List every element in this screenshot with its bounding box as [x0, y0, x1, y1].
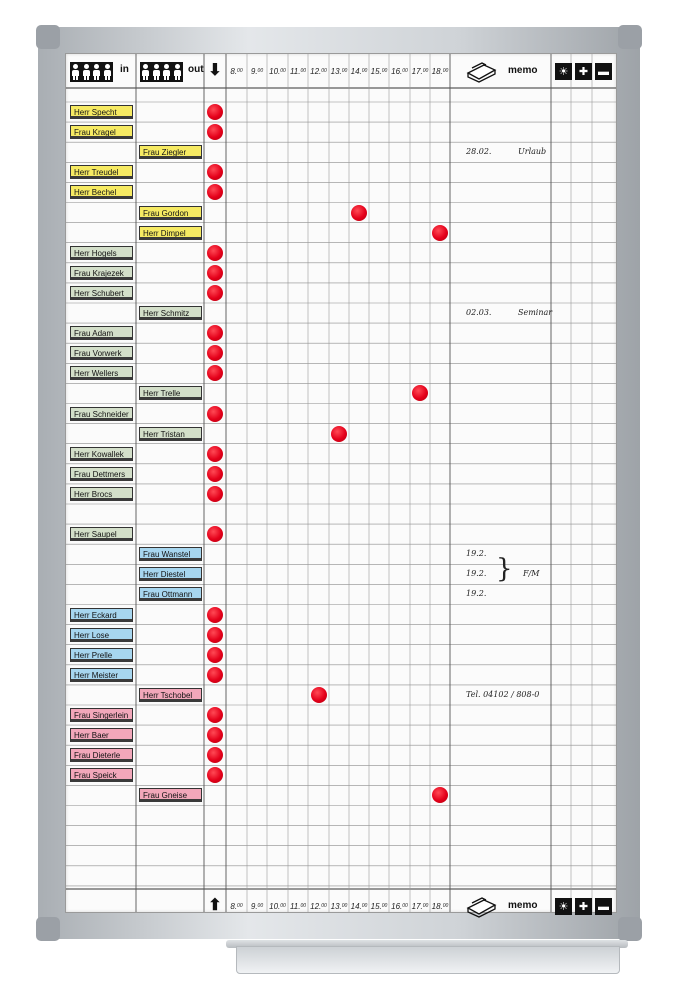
staff-tag[interactable]: Herr Diestel: [139, 567, 202, 581]
board-header: [66, 54, 616, 88]
staff-tag[interactable]: Herr Tristan: [139, 427, 202, 441]
staff-tag[interactable]: Frau Wanstel: [139, 547, 202, 561]
frame-corner: [618, 25, 642, 49]
magnet-dot[interactable]: [207, 285, 223, 301]
staff-tag[interactable]: Herr Specht: [70, 105, 133, 119]
bed-icon: ▬: [595, 63, 612, 80]
brace-mark: }: [496, 554, 513, 585]
date-column-header: [247, 889, 267, 923]
staff-tag[interactable]: Frau Ziegler: [139, 145, 202, 159]
in-label: in: [120, 64, 129, 75]
memo-note: Tel. 04102 / 808-0: [466, 689, 540, 699]
magnet-dot[interactable]: [207, 707, 223, 723]
staff-tag[interactable]: Frau Singerlein: [70, 708, 133, 722]
magnet-dot[interactable]: [331, 426, 347, 442]
staff-tag[interactable]: Herr Wellers: [70, 366, 133, 380]
magnet-dot[interactable]: [311, 687, 327, 703]
date-label: 13.: [330, 66, 342, 76]
date-hour-label: 00: [280, 68, 286, 74]
staff-tag[interactable]: Frau Gordon: [139, 206, 202, 220]
staff-tag[interactable]: Frau Schneider: [70, 407, 133, 421]
memo-note: 28.02.: [466, 147, 492, 157]
memo-note: 19.2.: [466, 549, 487, 559]
date-hour-label: 00: [361, 903, 368, 909]
staff-tag[interactable]: Herr Dimpel: [139, 226, 202, 240]
staff-tag[interactable]: Frau Adam: [70, 326, 133, 340]
date-column-header: [247, 54, 267, 88]
magnet-dot[interactable]: [207, 245, 223, 261]
date-hour-label: 00: [237, 903, 243, 909]
date-hour-label: 00: [321, 903, 327, 909]
date-label: 8.: [230, 901, 238, 911]
date-label: 8.: [230, 66, 238, 76]
date-hour-label: 00: [321, 68, 327, 74]
date-column-header: [430, 889, 450, 923]
magnet-dot[interactable]: [207, 124, 223, 140]
staff-tag[interactable]: Herr Schubert: [70, 286, 133, 300]
memo-note: 02.03.: [466, 308, 492, 317]
magnet-dot[interactable]: [207, 526, 223, 542]
arrow-down-icon: ⬇: [208, 62, 222, 79]
staff-tag[interactable]: Herr Treudel: [70, 165, 133, 179]
memo-label: memo: [508, 900, 538, 911]
date-label: 14.: [350, 901, 362, 911]
date-column-header: [430, 54, 450, 88]
staff-tag[interactable]: Herr Trelle: [139, 386, 202, 400]
typewriter-icon: [464, 59, 498, 83]
date-column-header: [349, 54, 369, 88]
date-hour-label: 00: [341, 903, 348, 909]
date-hour-label: 00: [237, 68, 243, 74]
date-label: 9.: [250, 901, 258, 911]
arrow-up-icon: ⬆: [208, 897, 222, 914]
date-label: 16.: [391, 66, 403, 76]
magnet-dot[interactable]: [207, 486, 223, 502]
staff-tag[interactable]: Frau Vorwerk: [70, 346, 133, 360]
frame-corner: [36, 25, 60, 49]
magnet-dot[interactable]: [207, 647, 223, 663]
date-label: 17.: [411, 901, 423, 911]
date-label: 18.: [431, 66, 443, 76]
out-label: out: [188, 64, 204, 75]
date-hour-label: 00: [300, 903, 307, 909]
date-column-header: [389, 889, 410, 923]
date-column-header: [226, 889, 247, 923]
date-column-header: [389, 54, 410, 88]
date-column-header: [410, 54, 430, 88]
staff-tag[interactable]: Frau Gneise: [139, 788, 202, 802]
sick-icon: ✚: [575, 898, 592, 915]
staff-tag[interactable]: Frau Kragel: [70, 125, 133, 139]
frame-corner: [618, 917, 642, 941]
date-label: 11.: [289, 901, 301, 911]
date-hour-label: 00: [300, 68, 307, 74]
date-hour-label: 00: [402, 903, 408, 909]
staff-tag[interactable]: Herr Bechel: [70, 185, 133, 199]
date-column-header: [267, 54, 288, 88]
marker-tray: [226, 940, 628, 972]
staff-tag[interactable]: Frau Ottmann: [139, 587, 202, 601]
magnet-dot[interactable]: [207, 667, 223, 683]
magnet-dot[interactable]: [351, 205, 367, 221]
date-label: 10.: [269, 901, 281, 911]
magnet-dot[interactable]: [207, 325, 223, 341]
planning-board: [65, 53, 617, 913]
date-column-header: [288, 54, 308, 88]
magnet-dot[interactable]: [207, 727, 223, 743]
date-label: 15.: [370, 66, 382, 76]
magnet-dot[interactable]: [207, 466, 223, 482]
people-out-icon: [140, 62, 183, 82]
people-in-icon: [70, 62, 113, 82]
bed-icon: ▬: [595, 898, 612, 915]
date-column-header: [369, 54, 389, 88]
staff-tag[interactable]: Frau Dieterle: [70, 748, 133, 762]
date-label: 14.: [350, 66, 362, 76]
staff-tag[interactable]: Herr Prelle: [70, 648, 133, 662]
memo-footer: [464, 894, 549, 918]
sick-icon: ✚: [575, 63, 592, 80]
magnet-dot[interactable]: [432, 225, 448, 241]
typewriter-icon: [464, 894, 498, 918]
date-hour-label: 00: [341, 68, 348, 74]
date-label: 13.: [330, 901, 342, 911]
date-column-header: [349, 889, 369, 923]
magnet-dot[interactable]: [207, 607, 223, 623]
memo-note: 19.2.: [466, 589, 487, 599]
memo-header: [464, 59, 549, 83]
date-label: 10.: [269, 66, 281, 76]
magnet-dot[interactable]: [207, 104, 223, 120]
date-label: 15.: [370, 901, 382, 911]
magnet-dot[interactable]: [207, 446, 223, 462]
date-column-header: [226, 54, 247, 88]
date-column-header: [267, 889, 288, 923]
date-column-header: [308, 889, 329, 923]
memo-note-detail: Urlaub: [518, 147, 547, 157]
date-hour-label: 00: [361, 68, 368, 74]
date-hour-label: 00: [381, 68, 388, 74]
magnet-dot[interactable]: [207, 406, 223, 422]
staff-tag[interactable]: Herr Lose: [70, 628, 133, 642]
date-hour-label: 00: [422, 903, 429, 909]
date-column-header: [288, 889, 308, 923]
holiday-icon: ☀: [555, 63, 572, 80]
date-hour-label: 00: [381, 903, 388, 909]
board-footer: [66, 889, 616, 923]
date-hour-label: 00: [257, 903, 264, 909]
date-column-header: [369, 889, 389, 923]
date-column-header: [410, 889, 430, 923]
memo-note-detail: F/M: [523, 569, 540, 579]
board-grid: [66, 54, 616, 912]
staff-tag[interactable]: Frau Dettmers: [70, 467, 133, 481]
date-label: 17.: [411, 66, 423, 76]
memo-label: memo: [508, 65, 538, 76]
date-hour-label: 00: [442, 903, 449, 909]
staff-tag[interactable]: Herr Hogels: [70, 246, 133, 260]
memo-note-detail: Seminar: [518, 308, 553, 317]
staff-tag[interactable]: Herr Kowallek: [70, 447, 133, 461]
staff-tag[interactable]: Herr Baer: [70, 728, 133, 742]
date-label: 9.: [250, 66, 258, 76]
date-column-header: [308, 54, 329, 88]
date-label: 12.: [310, 66, 322, 76]
date-hour-label: 00: [422, 68, 429, 74]
date-column-header: [329, 889, 349, 923]
staff-tag[interactable]: Herr Brocs: [70, 487, 133, 501]
date-column-header: [329, 54, 349, 88]
staff-tag[interactable]: Herr Tschobel: [139, 688, 202, 702]
staff-tag[interactable]: Frau Speick: [70, 768, 133, 782]
staff-tag[interactable]: Herr Eckard: [70, 608, 133, 622]
staff-tag[interactable]: Frau Krajezek: [70, 266, 133, 280]
date-label: 16.: [391, 901, 403, 911]
date-hour-label: 00: [257, 68, 264, 74]
date-label: 12.: [310, 901, 322, 911]
staff-tag[interactable]: Herr Schmitz: [139, 306, 202, 320]
magnet-dot[interactable]: [207, 265, 223, 281]
date-label: 11.: [289, 66, 301, 76]
frame-corner: [36, 917, 60, 941]
staff-tag[interactable]: Herr Meister: [70, 668, 133, 682]
date-hour-label: 00: [402, 68, 408, 74]
date-label: 18.: [431, 901, 443, 911]
staff-tag[interactable]: Herr Saupel: [70, 527, 133, 541]
tray-body: [236, 946, 620, 974]
date-hour-label: 00: [280, 903, 286, 909]
holiday-icon: ☀: [555, 898, 572, 915]
date-hour-label: 00: [442, 68, 449, 74]
memo-note: 19.2.: [466, 569, 487, 579]
magnet-dot[interactable]: [207, 627, 223, 643]
